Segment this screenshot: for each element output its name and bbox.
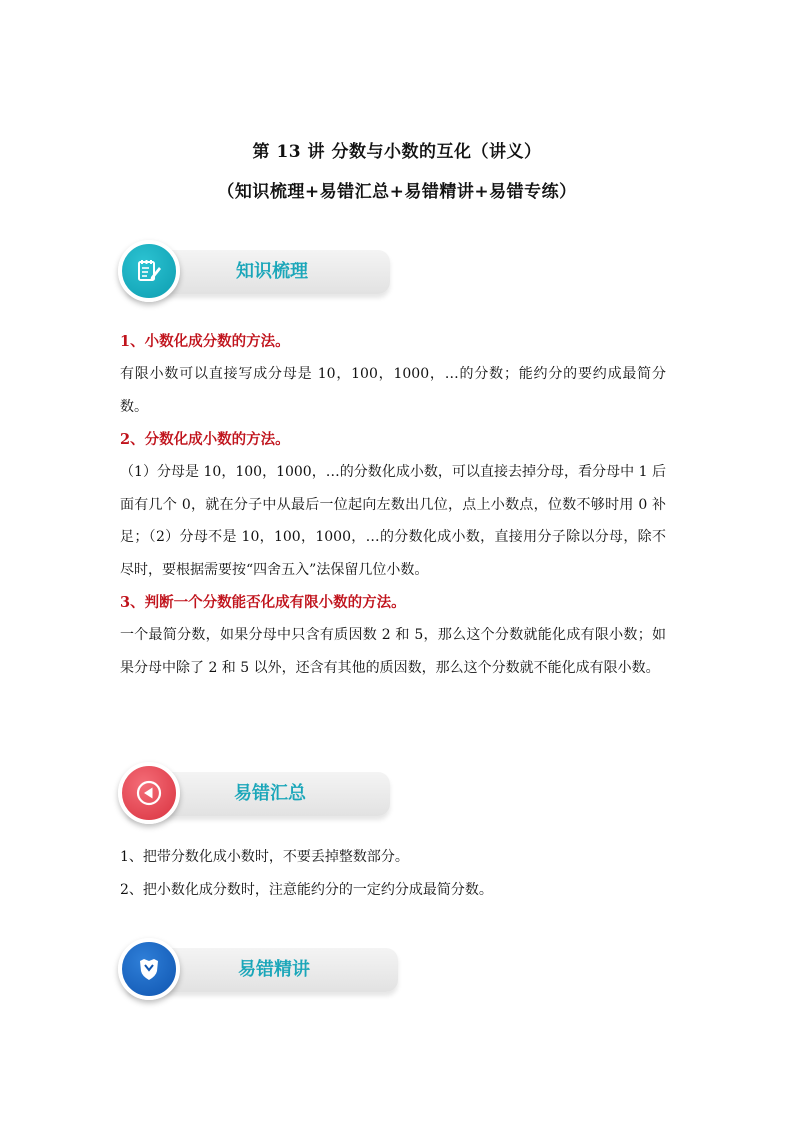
knowledge-text-2: （1）分母是 10，100，1000，…的分数化成小数，可以直接去掉分母，看分母中 1 后面有几个 0，就在分子中从最后一位起向左数出几位，点上小数点，位数不够时用 0 补足；（2）分母不是 10，100，1000，…的分数化成小数，直接用分子除以分母，除不尽时，要根据需要按“四舍五入”法保留几位小数。	[120, 464, 666, 578]
knowledge-section	[120, 325, 666, 684]
banner-label: 易错精讲	[238, 959, 310, 980]
error-item-1: 1、把带分数化成小数时，不要丢掉整数部分。	[120, 849, 409, 865]
errors-section	[120, 841, 666, 906]
knowledge-heading-2: 2、分数化成小数的方法。	[120, 431, 290, 448]
page-subtitle: （知识梳理+易错汇总+易错精讲+易错专练）	[217, 182, 577, 202]
play-arrow-icon	[118, 762, 180, 824]
knowledge-text-1: 有限小数可以直接写成分母是 10，100，1000，…的分数；能约分的要约成最简分数。	[120, 366, 666, 415]
banner-label: 易错汇总	[234, 783, 306, 804]
error-item-2: 2、把小数化成分数时，注意能约分的一定约分成最简分数。	[120, 881, 493, 898]
knowledge-heading-1: 1、小数化成分数的方法。	[120, 333, 290, 350]
notepad-pencil-icon	[118, 240, 180, 302]
knowledge-text-3: 一个最简分数，如果分母中只含有质因数 2 和 5，那么这个分数就能化成有限小数；如果分母中除了 2 和 5 以外，还含有其他的质因数，那么这个分数就不能化成有限小数。	[120, 627, 666, 676]
page-title: 第 13 讲 分数与小数的互化（讲义）	[252, 142, 542, 162]
knowledge-heading-3: 3、判断一个分数能否化成有限小数的方法。	[120, 594, 406, 611]
banner-label: 知识梳理	[236, 261, 308, 282]
shield-icon	[118, 938, 180, 1000]
